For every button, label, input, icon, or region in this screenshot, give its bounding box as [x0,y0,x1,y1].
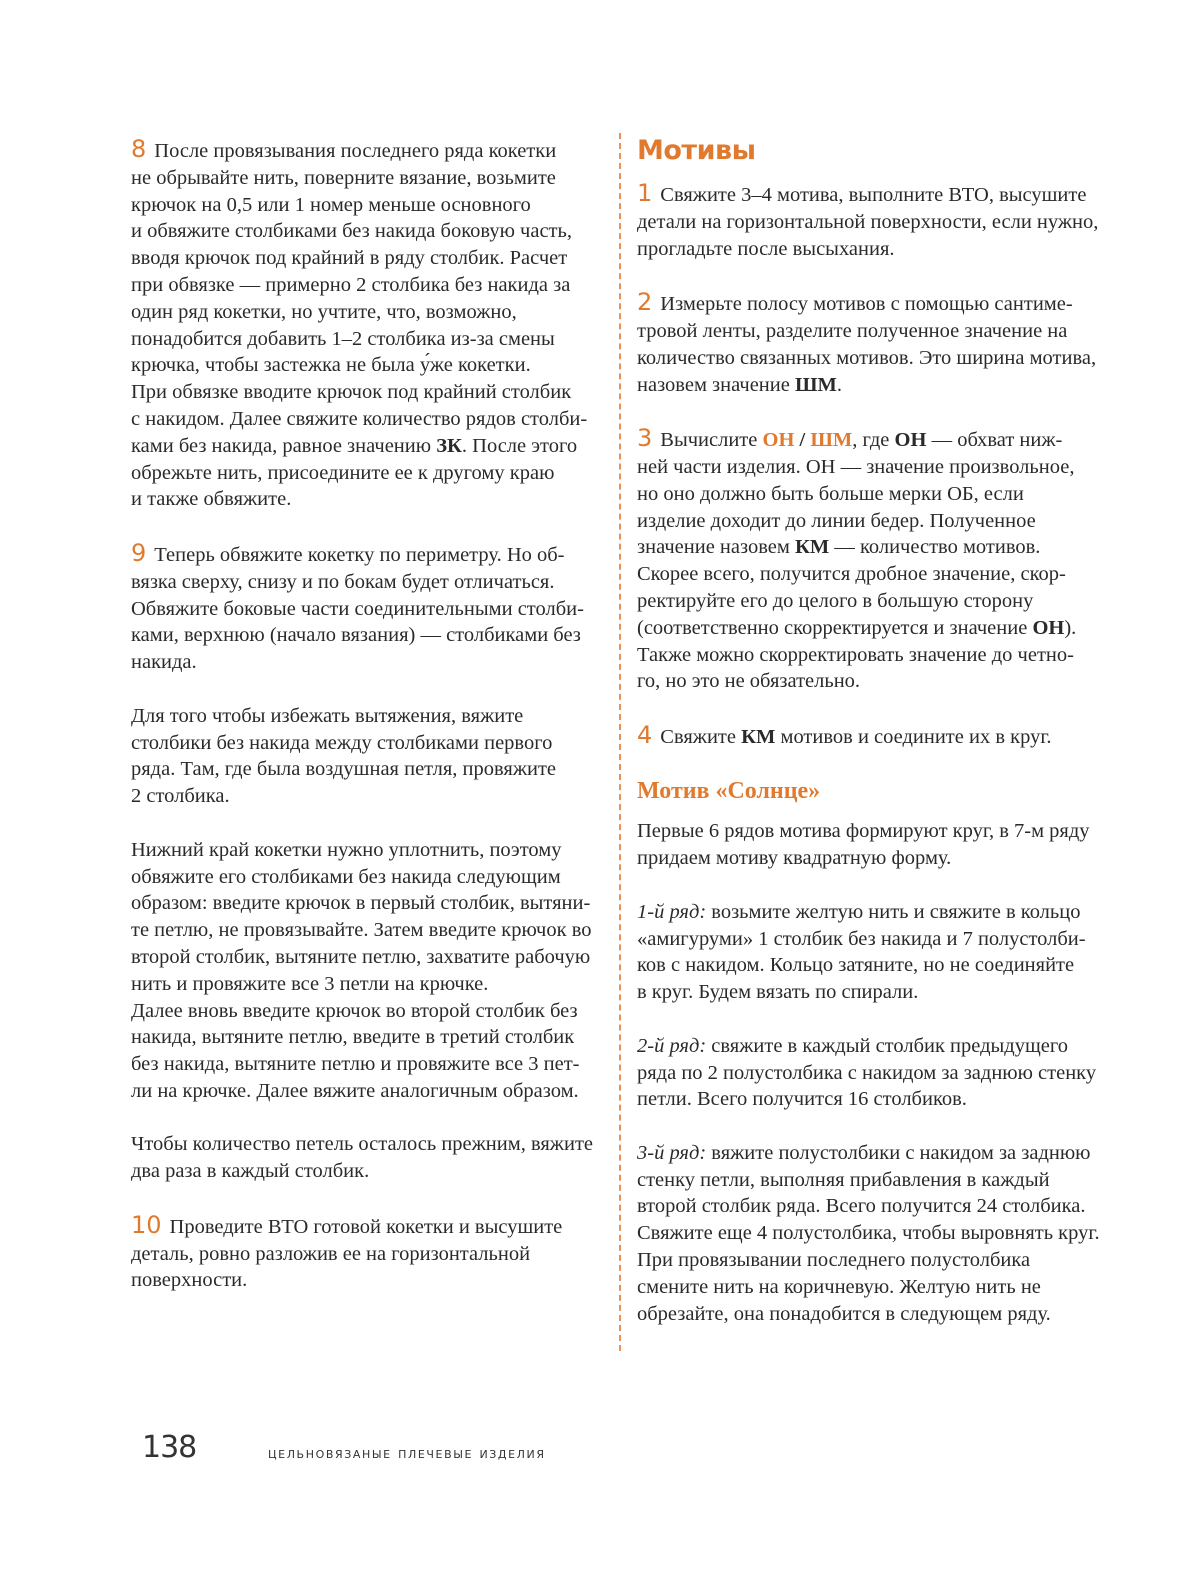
step-text: Проведите ВТО готовой кокетки и высушите деталь, ровно разложив ее на горизонтальной поверхности. [131,1215,563,1292]
row-label: 3-й ряд: [637,1141,707,1164]
motif-intro: Первые 6 рядов мотива формируют круг, в 7-м ряду придаем мотиву квадратную форму. [637,820,1090,870]
bold-term: КМ [794,536,830,559]
step-number: 10 [131,1210,162,1239]
step-text: — обхват ниж- ней части изделия. ОН — значение произвольное, но оно должно быть больше мерки ОБ, если изделие доходит до линии бедер. Полученное значение назовем [637,429,1075,559]
formula-term: ШМ [810,429,853,452]
formula-slash: / [794,429,811,452]
row-label: 1-й ряд: [637,900,707,923]
body-paragraph: Для того чтобы избежать вытяжения, вяжите столбики без накида между столбиками первого ряда. Там, где была воздушная петля, провяжите 2 столбика. [131,704,557,808]
row-text: вяжите полустолбики с накидом за заднюю стенку петли, выполняя прибавления в каждый второй столбик ряда. Всего получится 24 столбика. Свяжите еще 4 полустолбика, чтобы выровнять круг. При провязывании последнего полустолбика смените нить на коричневую. Желтую нить не обрезайте, она понадобится в следующем ряду. [637,1141,1100,1325]
step-text: — количество мотивов. Скорее всего, получится дробное значение, скор- ректируйте его до целого в большую сторону (соответственно скорректируется и значение [637,536,1066,639]
formula-term: ОН [762,429,795,452]
row-text: возьмите желтую нить и свяжите в кольцо «амигуруми» 1 столбик без накида и 7 полустолби- ков с накидом. Кольцо затяните, но не соединяйте в круг. Будем вязать по спирали. [637,900,1086,1004]
step-2-paragraph [637,289,1112,398]
row-text: свяжите в каждый столбик предыдущего ряда по 2 полустолбика с накидом за заднюю стенку петли. Всего получится 16 столбиков. [637,1034,1097,1111]
step-text: , где [852,429,895,452]
step-text: ). Также можно скорректировать значение до четно- го, но это не обязательно. [637,616,1077,693]
bold-term: КМ [741,725,776,748]
step-number: 8 [131,135,147,163]
step-9-paragraph [131,540,606,676]
row-label: 2-й ряд: [637,1034,707,1057]
step-text-tail: . [836,373,842,396]
left-column [131,136,606,1321]
row-2-paragraph [637,1033,1112,1113]
step-number: 1 [637,179,653,207]
step-text: Свяжите 3–4 мотива, выполните ВТО, высушите детали на горизонтальной поверхности, если нужно, прогладьте после высыхания. [637,184,1099,260]
step-number: 4 [637,720,653,749]
step-text: Теперь обвяжите кокетку по периметру. Но об- вязка сверху, снизу и по бокам будет отличаться. Обвяжите боковые части соединительными столби- ками, верхнюю (начало вязания) — столбиками без накида. [131,543,584,674]
body-paragraph: Нижний край кокетки нужно уплотнить, поэтому обвяжите его столбиками без накида следующим образом: введите крючок в первый столбик, вытяни- те петлю, не провязывайте. Затем введите крючок во второй столбик, вытяните петлю, захватите рабочую нить и провяжите все 3 петли на крючке. Далее вновь введите крючок во второй столбик без накида, вытяните петлю, введите в третий столбик без накида, вытяните петлю и провяжите все 3 пет- ли на крючке. Далее вяжите аналогичным образом. [131,838,592,1102]
step-text: мотивов и соедините их в круг. [775,725,1052,748]
step-text: Измерьте полосу мотивов с помощью сантиме- тровой ленты, разделите полученное значение на количество связанных мотивов. Это ширина мотива, назовем значение [637,293,1097,396]
motif-subheading: Мотив «Солнце» [637,777,821,804]
bold-term: ОН [1032,616,1065,639]
step-number: 9 [131,538,147,567]
column-divider [619,133,621,1351]
bold-term: ОН [894,429,927,452]
step-10-paragraph [131,1212,606,1294]
bold-term: ШМ [794,373,837,396]
page-number: 138 [142,1430,197,1465]
step-text: Вычислите [660,429,763,452]
step-text-tail: . После этого обрежьте нить, присоедините ее к другому краю и также обвяжите. [131,434,578,511]
step-number: 3 [637,424,653,453]
running-title: цельновязаные плечевые изделия [268,1444,546,1462]
step-4-paragraph [637,722,1112,751]
step-3-paragraph [637,425,1112,695]
step-number: 2 [637,288,653,317]
step-8-paragraph [131,136,606,513]
body-paragraph: Чтобы количество петель осталось прежним, вяжите два раза в каждый столбик. [131,1133,594,1183]
bold-term: ЗК [436,434,462,457]
row-1-paragraph [637,899,1112,1006]
step-1-paragraph [637,180,1112,262]
step-text: После провязывания последнего ряда кокетки не обрывайте нить, поверните вязание, возьмите крючок на 0,5 или 1 номер меньше основного и обвяжите столбиками без накида боковую часть, вводя крючок под крайний в ряду столбик. Расчет при обвязке — примерно 2 столбика без накида за один ряд кокетки, но учтите, что, возможно, понадобится добавить 1–2 столбика из-за смены крючка, чтобы застежка не была у́же кокетки. При обвязке вводите крючок под крайний столбик с накидом. Далее свяжите количество рядов столби- ками без накида, равное значению [131,140,588,457]
right-column [637,136,1112,1354]
step-text: Свяжите [660,725,742,748]
section-title: Мотивы [637,135,756,166]
row-3-paragraph [637,1140,1112,1328]
